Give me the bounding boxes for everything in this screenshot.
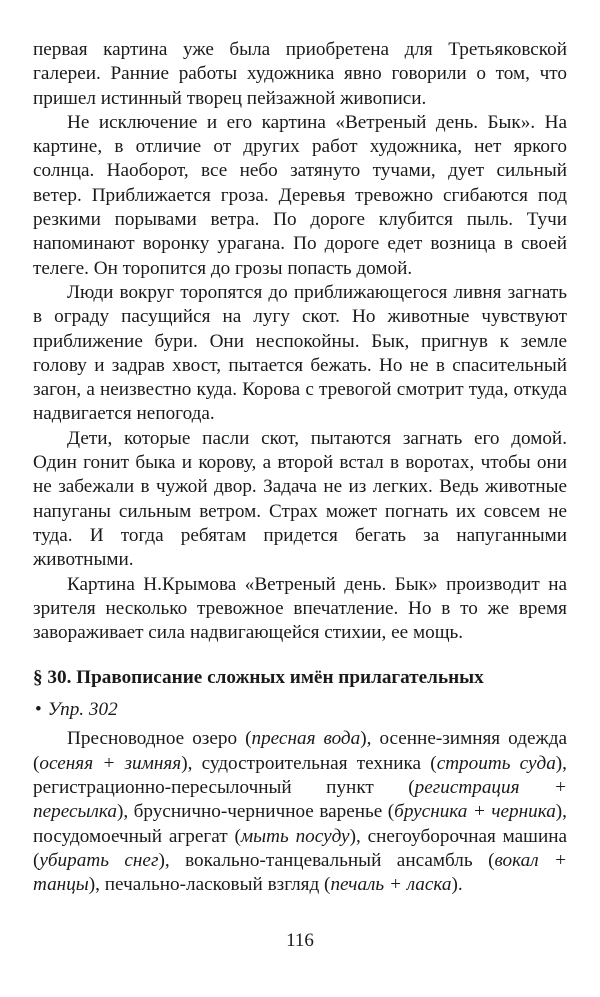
answer-hint: убирать снег [39,849,159,871]
paragraph: Люди вокруг торопятся до приближающегося ливня загнать в ограду пасущийся на лугу скот. Но животные чувствуют приближение бури. Они неспокойны. Бык, пригнув к земле голову и задрав хвост, пытается бежать. Но не в спасительный загон, а неизвестно куда. Корова с тревогой смотрит туда, откуда надвигается непогода. [33,281,567,425]
exercise-number: Упр. 302 [47,699,118,721]
answer-text: ), регистрационно-пересылочный пункт ( [33,752,567,799]
answer-hint: пресная вода [251,728,361,750]
page-content [33,38,567,898]
answer-text: ), вокально-танцевальный ансамбль ( [158,849,495,871]
paragraph: Не исключение и его картина «Ветреный день. Бык». На картине, в отличие от других работ художника, нет яркого солнца. Наоборот, все небо затянуто тучами, дует сильный ветер. Приближается гроза. Деревья тревожно сгибаются под резкими порывами ветра. По дороге клубится пыль. Тучи напоминают воронку урагана. По дороге едет возница в своей телеге. Он торопится до грозы попасть домой. [33,111,567,279]
answer-hint: осеняя + зимняя [39,752,182,774]
paragraph: Картина Н.Крымова «Ветреный день. Бык» производит на зрителя несколько тревожное впечатление. Но в то же время завораживает сила надвигающейся стихии, ее мощь. [33,573,567,644]
answer-text: ). [451,874,463,896]
paragraph: Дети, которые пасли скот, пытаются загнать его домой. Один гонит быка и корову, а второй встал в воротах, чтобы они не забежали в чужой двор. Задача не из легких. Ведь животные напуганы сильным ветром. Страх может погнать их совсем не туда. И тогда ребятам придется бегать за напуганными животными. [33,427,567,571]
answer-text: ), снегоуборочная машина ( [33,825,567,871]
answer-hint: печаль + ласка [330,874,452,896]
answer-text: ), судостроительная техника ( [181,752,437,774]
answer-hint: регистрация + пересылка [33,777,567,823]
paragraph: первая картина уже была приобретена для Третьяковской галереи. Ранние работы художника явно говорили о том, что пришел истинный творец пейзажной живописи. [33,39,567,109]
answer-hint: мыть посуду [240,825,350,847]
exercise-answer [33,727,567,897]
answer-hint: брусника + черника [394,801,556,823]
section-heading: § 30. Правописание сложных имён прилагательных [33,667,484,689]
answer-hint: вокал + танцы [33,849,568,896]
exercise-label [33,697,567,723]
page-number: 116 [286,930,314,951]
answer-text: ), печально-ласковый взгляд ( [88,874,331,896]
answer-text: ), осенне-зимняя одежда ( [33,728,568,774]
bullet-icon: • [35,699,42,721]
answer-text: ), бруснично-черничное варенье ( [116,801,395,823]
answer-text: Пресноводное озеро ( [67,728,252,750]
answer-text: ), посудомоечный агрегат ( [33,801,567,847]
answer-hint: строить суда [436,752,556,774]
